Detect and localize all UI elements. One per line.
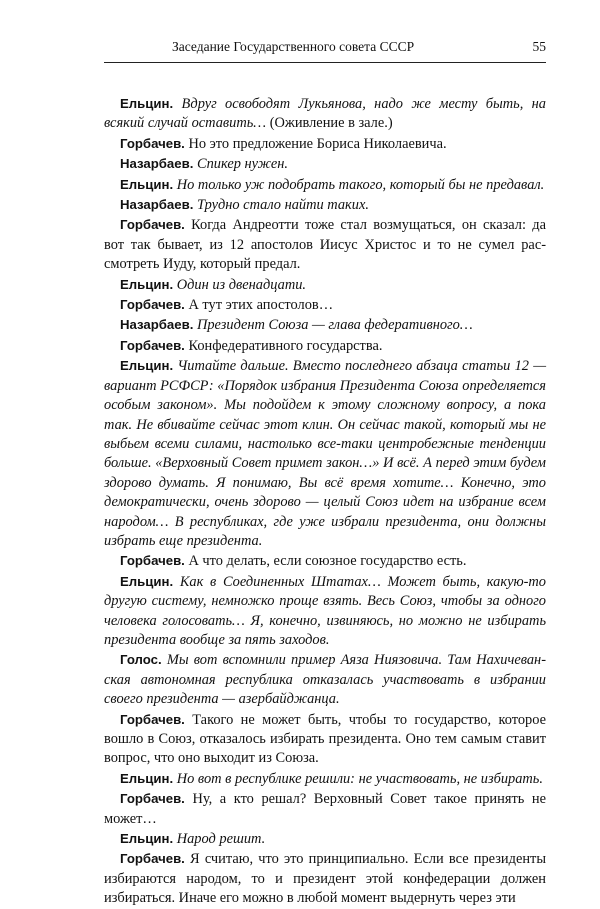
speech-text: А тут этих апостолов…: [184, 297, 334, 314]
speaker-name: Назарбаев.: [120, 156, 194, 172]
dialogue-paragraph: [104, 572, 546, 651]
speaker-name: Ельцин.: [120, 573, 174, 589]
speech-text: Конфедеративного государства.: [184, 337, 383, 354]
running-head-title: Заседание Государственного совета СССР: [172, 39, 415, 54]
speaker-name: Горбачев.: [120, 217, 185, 233]
dialogue-paragraph: [104, 94, 546, 134]
speech-italic: Один из двенадцати.: [173, 276, 307, 293]
speech-italic: Спикер нужен.: [193, 156, 289, 173]
dialogue-paragraph: [104, 195, 546, 215]
dialogue-paragraph: [104, 275, 546, 295]
speech-text: Я считаю, что это принципиально. Если все президенты избираются народом, то и президент этой конфедерации должен избираться. Иначе его можно в любой момент выдернуть через эти: [104, 851, 546, 907]
speech-italic: Вдруг освободят Лукьянова, надо же месту быть, на всякий случай оставить…: [104, 96, 546, 132]
speaker-name: Голос.: [120, 652, 162, 668]
dialogue-paragraph: [104, 215, 546, 274]
speech-italic: Мы вот вспомнили пример Аяза Ниязовича. Там Нахичеванская автономная республика отказалась участвовать в избрании своего президента — азербайджанца.: [104, 652, 546, 708]
speaker-name: Ельцин.: [120, 276, 174, 292]
speech-italic: Но только уж подобрать такого, который бы не предавал.: [173, 176, 545, 193]
speech-italic: Трудно стало найти таких.: [193, 197, 369, 214]
speech-italic: Как в Соединенных Штатах… Может быть, какую-то другую систему, немножко проще взять. Весь Союз, чтобы за одного человека голосовать… Я, конечно, извиняюсь, но можно не избирать президента вообще за пять заходов.: [104, 573, 546, 648]
speaker-name: Горбачев.: [120, 297, 185, 313]
speech-text: Такого не может быть, чтобы то государство, которое вошло в Союз, отказалось избирать президента. Оно тем самым ставит вопрос, что оно выходит из Союза.: [104, 711, 546, 767]
dialogue-paragraph: [104, 175, 546, 195]
speaker-name: Горбачев.: [120, 851, 185, 867]
speaker-name: Ельцин.: [120, 358, 174, 374]
dialogue-paragraph: [104, 829, 546, 849]
dialogue-paragraph: [104, 336, 546, 356]
speech-text: (Оживление в зале.): [266, 115, 393, 132]
dialogue-paragraph: [104, 849, 546, 908]
header-rule: [104, 62, 546, 63]
speaker-name: Горбачев.: [120, 553, 185, 569]
speaker-name: Назарбаев.: [120, 317, 194, 333]
speech-text: Когда Андреотти тоже стал возмущаться, он сказал: да вот так бывает, из 12 апостолов Иисус Христос и то не сумел рассмотреть Иуду, который предал.: [104, 217, 546, 273]
speaker-name: Горбачев.: [120, 711, 185, 727]
dialogue-paragraph: [104, 789, 546, 829]
speech-italic: Читайте дальше. Вместо последнего абзаца статьи 12 — вариант РСФСР: «Порядок избрания Президента Союза определяется особым законом». Мы подойдем к этому сложному вопросу, а пока так. Не вбивайте сейчас этот клин. Он сейчас такой, который мы не выбьем всеми силами, настолько все-таки центробежные тенденции больше. «Верховный Совет примет закон…» И всё. А перед этим будем здорово думать. Я понимаю, Вы всё время хотите… Конечно, это демократически, очень здорово — целый Союз идет на избрание всем народом… В республиках, где уже избрали президента, они должны избрать еще президента.: [104, 358, 546, 549]
speaker-name: Назарбаев.: [120, 197, 194, 213]
speaker-name: Ельцин.: [120, 831, 174, 847]
speech-text: Но это предложение Бориса Николаевича.: [184, 135, 447, 152]
speaker-name: Ельцин.: [120, 176, 174, 192]
dialogue-paragraph: [104, 356, 546, 551]
speech-text: А что делать, если союзное государство есть.: [184, 553, 467, 570]
speaker-name: Ельцин.: [120, 96, 174, 111]
dialogue-paragraph: [104, 154, 546, 174]
speech-italic: Но вот в республике решили: не участвовать, не избирать.: [173, 770, 543, 787]
speaker-name: Горбачев.: [120, 135, 185, 151]
dialogue-paragraph: [104, 710, 546, 769]
transcript-body: [104, 94, 546, 909]
dialogue-paragraph: [104, 295, 546, 315]
speech-text: Ну, а кто решал? Верховный Совет такое принять не может…: [104, 791, 546, 827]
dialogue-paragraph: [104, 769, 546, 789]
speaker-name: Ельцин.: [120, 770, 174, 786]
page-number: 55: [532, 39, 546, 54]
speech-italic: Народ решит.: [173, 831, 266, 848]
dialogue-paragraph: [104, 650, 546, 709]
dialogue-paragraph: [104, 551, 546, 571]
speaker-name: Горбачев.: [120, 337, 185, 353]
speaker-name: Горбачев.: [120, 791, 185, 807]
dialogue-paragraph: [104, 315, 546, 335]
dialogue-paragraph: [104, 134, 546, 154]
speech-italic: Президент Союза — глава федеративного…: [193, 317, 473, 334]
